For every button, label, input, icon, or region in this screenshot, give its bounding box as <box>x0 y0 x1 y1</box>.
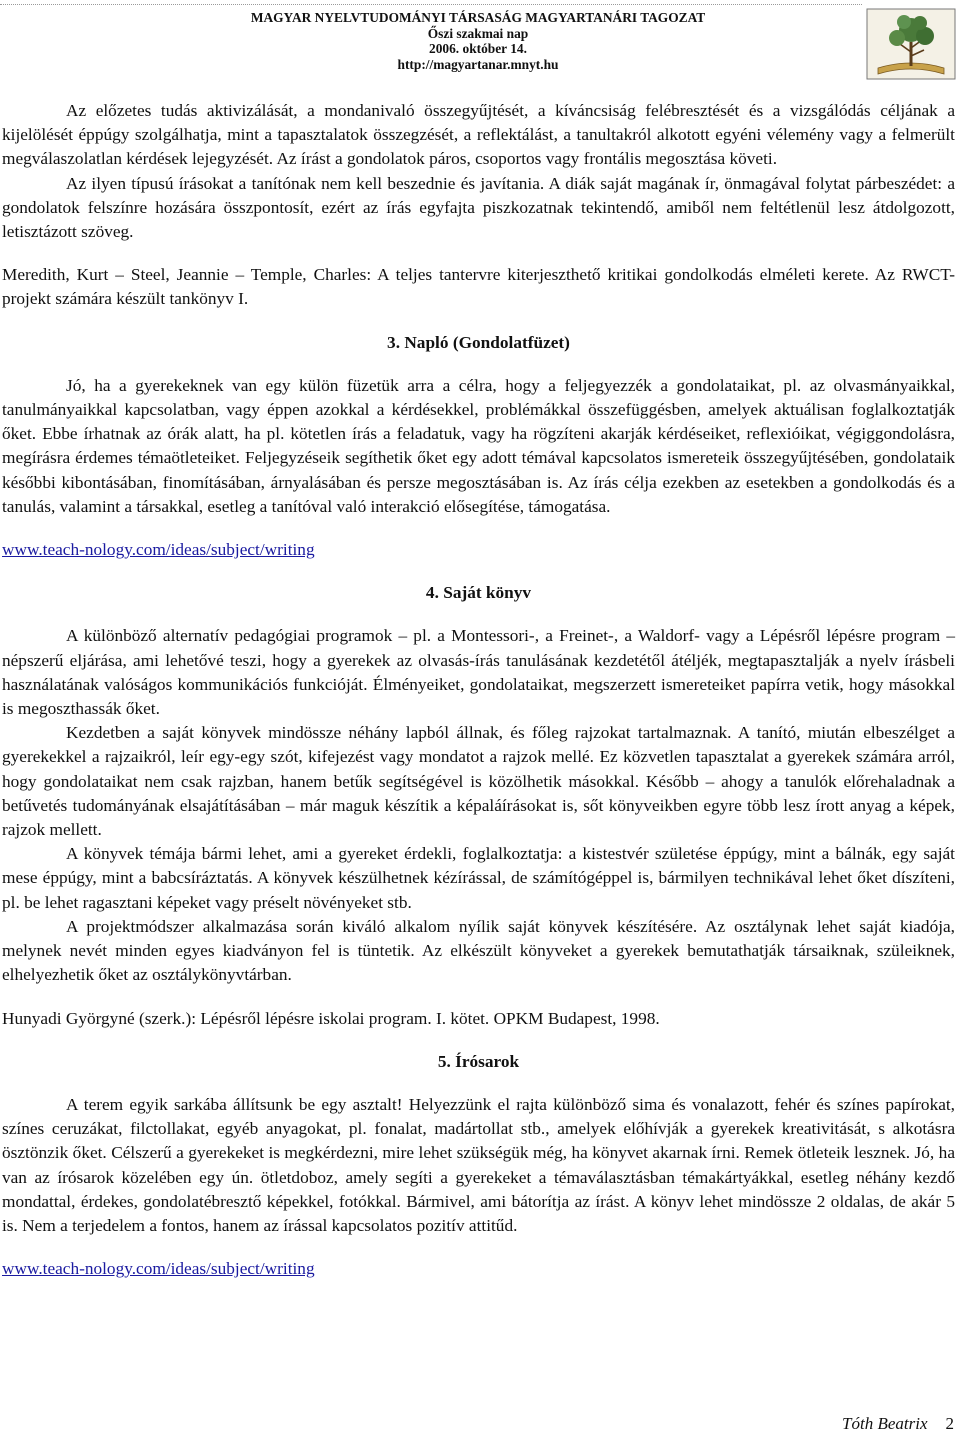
page-header <box>0 0 960 82</box>
paragraph-naplo: Jó, ha a gyerekeknek van egy külön füzetük arra a célra, hogy a feljegyezzék a gondolataikat, pl. az olvasmányaikkal, tanulmányaikkal kapcsolatban, vagy éppen azokkal a kérdésekkel, problémákkal összefüggésben, amelyek aktuálisan foglalkoztatják őket. Ebbe írhatnak az órák alatt, ha pl. kötetlen írás a feladatuk, vagy ha rögzíteni akarják kérdéseiket, reflexióikat, végiggondolásra, megírásra érdemes témaötleteiket. Feljegyzéseik segíthetik őket egy adott témával kapcsolatos ismereteik összegyűjtésében, gondolataik későbbi kibontásában, finomításában, árnyalásában és persze megosztásában is. Az írás célja ezekben az esetekben a gondolkodás és a tanulás, valamint a társakkal, esetleg a tanítóval való interakció elősegítése, támogatása. <box>2 375 955 516</box>
header-date: 2006. október 14. <box>429 41 527 57</box>
header-text-block <box>150 10 806 72</box>
page-number: 2 <box>945 1414 954 1433</box>
link-teach-nology-1[interactable]: www.teach-nology.com/ideas/subject/writing <box>2 540 315 560</box>
reference-hunyadi: Hunyadi Györgyné (szerk.): Lépésről lépésre iskolai program. I. kötet. OPKM Budapest, 1998. <box>2 1008 660 1028</box>
header-dotted-rule <box>0 4 862 5</box>
paragraph-kezdetben: Kezdetben a saját könyvek mindössze néhány lapból állnak, és főleg rajzokat tartalmaznak. A tanító, miután elbeszélget a gyerekekkel a rajzaikról, leír egy-egy szót, kifejezést vagy mondatot a rajzok mellé. Ez közvetlen tapasztalat a gyerekek számára arról, hogy gondolataikat nem csak rajzban, hanem betűk segítségével is közölhetik másokkal. Később – ahogy a tanulók előrehaladnak a betűvetés tudományának elsajátításában – már maguk készítik a képaláírásokat is, sőt könyveikben egyre több lesz írott anyag a képek, rajzok mellett. <box>2 723 955 840</box>
footer-author: Tóth Beatrix <box>842 1414 928 1433</box>
section-heading-sajat-konyv: 4. Saját könyv <box>425 583 532 603</box>
link-teach-nology-2[interactable]: www.teach-nology.com/ideas/subject/writing <box>2 1259 315 1279</box>
reference-meredith: Meredith, Kurt – Steel, Jeannie – Temple, Charles: A teljes tantervre kiterjeszthető kritikai gondolkodás elméleti kerete. Az RWCT-projekt számára készült tankönyv I. <box>2 265 955 309</box>
header-url[interactable]: http://magyartanar.mnyt.hu <box>397 56 559 72</box>
header-event: Őszi szakmai nap <box>427 25 529 41</box>
paragraph-tema: A könyvek témája bármi lehet, ami a gyereket érdekli, foglalkoztatja: a kistestvér születése éppúgy, mint a bálnák, egy saját mese éppúgy, mint a babcsíráztatás. A könyvek készülhetnek kézírással, de számítógéppel is, bármilyen technikával lehet őket díszíteni, pl. be lehet ragasztani képeket vagy préselt növényeket stb. <box>2 844 955 912</box>
header-org: MAGYAR NYELVTUDOMÁNYI TÁRSASÁG MAGYARTANÁRI TAGOZAT <box>250 10 706 25</box>
page-footer <box>842 1414 954 1434</box>
paragraph-no-correction: Az ilyen típusú írásokat a tanítónak nem kell beszednie és javítania. A diák saját magának ír, önmagával folytat párbeszédet: a gondolatok felszínre hozására összpontosít, ezért az írás egyfajta piszkozatnak tekintendő, amiből nem feltétlenül lesz átdolgozott, letisztázott szöveg. <box>2 173 955 242</box>
section-heading-naplo: 3. Napló (Gondolatfüzet) <box>387 332 570 352</box>
document-body <box>2 99 955 1281</box>
section-heading-irosarok: 5. Írósarok <box>437 1051 520 1071</box>
paragraph-alternativ: A különböző alternatív pedagógiai programok – pl. a Montessori-, a Freinet-, a Waldorf- vagy a Lépésről lépésre program – népszerű eljárása, ami lehetővé teszi, hogy a gyerekek az olvasás-írás tanulásának kezdetétől átéljék, megtapasztalják a nyelv írásbeli használatának valóságos kommunikációs funkcióját. Élményeiket, gondolataikat, megszerzett ismereteiket papírra vetik, hogy másokkal is megoszthassák őket. <box>2 626 955 719</box>
paragraph-intro: Az előzetes tudás aktivizálását, a mondanivaló összegyűjtését, a kíváncsiság felébresztését és a vizsgálódás céljának a kijelölését éppúgy szolgálhatja, mint a tapasztalatok összegzését, a reflektálást, a tanultakról alkotott egyéni vélemény vagy a felmerült megválaszolatlan kérdések lejegyzését. Az írást a gondolatok páros, csoportos vagy frontális megosztása követi. <box>2 101 955 169</box>
paragraph-projekt: A projektmódszer alkalmazása során kiváló alkalom nyílik saját könyvek készítésére. Az osztálynak lehet saját kiadója, melynek nevét minden egyes kiadványon fel is tüntetik. Az elkészült könyveket a gyerekek bemutathatják társaiknak, szüleiknek, elhelyezhetik őket az osztálykönyvtárban. <box>2 916 955 985</box>
tree-book-logo-icon <box>866 8 956 80</box>
paragraph-irosarok: A terem egyik sarkába állítsunk be egy asztalt! Helyezzünk el rajta különböző sima és vonalazott, fehér és színes papírokat, színes ceruzákat, filctollakat, egyéb anyagokat, pl. fonalat, madártollat stb., amelyek előhívják a gyerekek kreativitását, s alkotásra ösztönzik őket. Célszerű a gyerekeket is megkérdezni, mire lehet szükségük még, ha könyvet akarnak írni. Remek ötleteik lesznek. Jó, ha van az írósarok közelében egy ún. ötletdoboz, amely segíti a gyerekeket a témaválasztásban témakártyákkal, esetleg néhány kezdő mondattal, érdekes, gondolatébresztő képekkel, fotókkal. Bármivel, ami bátorítja az írást. A könyv lehet mindössze 2 oldalas, de akár 5 is. Nem a terjedelem a fontos, hanem az írással kapcsolatos pozitív attitűd. <box>2 1094 955 1235</box>
